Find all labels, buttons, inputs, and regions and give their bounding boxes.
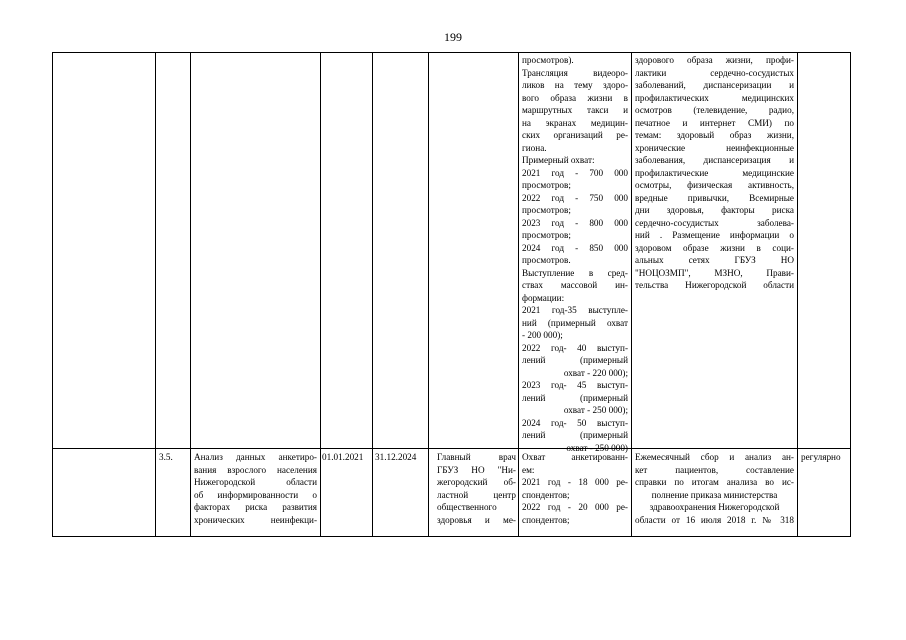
text-line: дни здоровья, факторы риска (635, 205, 794, 215)
text-line: Выступление в сред- (522, 267, 628, 278)
text-line: Примерный охват: (522, 155, 595, 165)
text-line: охват - 250 000); (563, 405, 628, 415)
text-line: сердечно-сосудистых заболева- (635, 217, 794, 228)
text-line: профилактических медицинских (635, 92, 794, 103)
text-line: хронических неинфекци- (194, 514, 317, 525)
row2-end-date-cell (375, 451, 427, 464)
text-line: лактики сердечно-сосудистых (635, 67, 794, 78)
text-line: ний (примерный охват (522, 317, 628, 328)
text-line: спондентов; (522, 514, 570, 525)
text-line: тельства Нижегородской области (635, 280, 794, 290)
text-line: лений (примерный (522, 430, 628, 440)
text-line: 2022 год - 750 000 (522, 192, 628, 203)
row1-result-cell (522, 54, 628, 454)
text-line: 2024 год - 850 000 (522, 242, 628, 253)
text-line: формации: (522, 292, 565, 303)
text-line: ем: (522, 464, 535, 475)
row2-start-date-cell (322, 451, 372, 464)
row1-description-cell (635, 54, 794, 292)
col-line (428, 52, 429, 537)
table-bottom-border (52, 536, 850, 537)
text-line: лений (примерный (522, 392, 628, 403)
text-line: здоровом образе жизни в соци- (635, 242, 794, 253)
text-line: 2021 год - 18 000 ре- (522, 477, 628, 487)
text-line: Нижегородской области (194, 477, 317, 487)
col-line (52, 52, 53, 537)
text-line: на экранах медицин- (522, 117, 628, 128)
text-line: об информированности о (194, 489, 317, 500)
col-line (631, 52, 632, 537)
text-line: справки по итогам анализа во ис- (635, 477, 794, 487)
text-line: 2022 год- 40 выступ- (522, 342, 628, 353)
row2-activity-cell (194, 451, 317, 526)
text-line: лений (примерный (522, 355, 628, 365)
text-line: Анализ данных анкетиро- (194, 452, 317, 462)
row-number: 3.5. (159, 452, 173, 462)
text-line: здравоохранения Нижегородской (649, 502, 780, 512)
text-line: области от 16 июля 2018 г. № 318 (635, 514, 794, 525)
text-line: 2023 год- 45 выступ- (522, 380, 628, 390)
text-line: 2022 год - 20 000 ре- (522, 502, 628, 512)
page-number: 199 (444, 30, 462, 44)
text-line: 2024 год- 50 выступ- (522, 417, 628, 428)
text-line: вредные привычки, Всемирные (635, 192, 794, 203)
text-line: темам: здоровый образ жизни, (635, 130, 794, 140)
row2-responsible-cell (437, 451, 516, 526)
text-line: кет пациентов, составление (635, 464, 794, 475)
text-line: просмотров; (522, 230, 571, 240)
col-line (155, 52, 156, 537)
text-line: 2021 год - 700 000 (522, 167, 628, 178)
text-line: Ежемесячный сбор и анализ ан- (635, 452, 794, 462)
col-line (190, 52, 191, 537)
text-line: Трансляция видеоро- (522, 67, 628, 78)
text-line: профилактические медицинские (635, 167, 794, 178)
text-line: ствах массовой ин- (522, 280, 628, 290)
text-line: - 200 000); (522, 330, 563, 340)
text-line: охват - 220 000); (563, 367, 628, 378)
text-line: альных сетях ГБУЗ НО (635, 255, 794, 265)
text-line: Главный врач (437, 452, 516, 462)
text-line: вого образа жизни в (522, 92, 628, 103)
text-line: 2021 год-35 выступле- (522, 305, 628, 315)
text-line: жегородский об- (437, 477, 516, 487)
start-date: 01.01.2021 (322, 452, 364, 462)
text-line: гиона. (522, 142, 547, 153)
text-line: Охват анкетированн- (522, 452, 628, 462)
col-line (372, 52, 373, 537)
text-line: ликов на тему здоро- (522, 80, 628, 90)
text-line: здоровья и ме- (437, 514, 516, 525)
text-line: здорового образа жизни, профи- (635, 55, 794, 65)
text-line: заболевания, диспансеризация и (635, 155, 794, 165)
col-line (320, 52, 321, 537)
text-line: маршрутных такси и (522, 105, 628, 115)
text-line: 2023 год - 800 000 (522, 217, 628, 228)
text-line: ний . Размещение информации о (635, 230, 794, 240)
row2-frequency-cell (801, 451, 849, 464)
text-line: факторах риска развития (194, 502, 317, 512)
table-top-border (52, 52, 850, 53)
col-line (850, 52, 851, 537)
text-line: осмотры, физическая активность, (635, 180, 794, 190)
row2-description-cell (635, 451, 794, 526)
text-line: вания взрослого населения (194, 464, 317, 475)
text-line: печатное и интернет СМИ) по (635, 117, 794, 128)
text-line: просмотров; (522, 205, 571, 215)
text-line: ластной центр (437, 489, 516, 500)
text-line: просмотров. (522, 255, 571, 265)
text-line: общественного (437, 502, 497, 512)
row2-number-cell (159, 451, 189, 464)
text-line: охват - 250 000) (566, 442, 628, 453)
text-line: спондентов; (522, 489, 570, 500)
frequency-value: регулярно (801, 452, 841, 462)
text-line: ских организаций ре- (522, 130, 628, 140)
end-date: 31.12.2024 (375, 452, 417, 462)
text-line: полнение приказа министерства (651, 489, 778, 500)
text-line: ГБУЗ НО "Ни- (437, 464, 516, 475)
text-line: осмотров (телевидение, радио, (635, 105, 794, 115)
col-line (518, 52, 519, 537)
text-line: просмотров). (522, 55, 574, 65)
row-separator (52, 448, 850, 449)
row2-result-cell (522, 451, 628, 526)
text-line: просмотров; (522, 180, 571, 190)
col-line (797, 52, 798, 537)
text-line: заболеваний, диспансеризации и (635, 80, 794, 90)
text-line: хронические неинфекционные (635, 142, 794, 153)
text-line: "НОЦОЗМП", МЗНО, Прави- (635, 267, 794, 278)
